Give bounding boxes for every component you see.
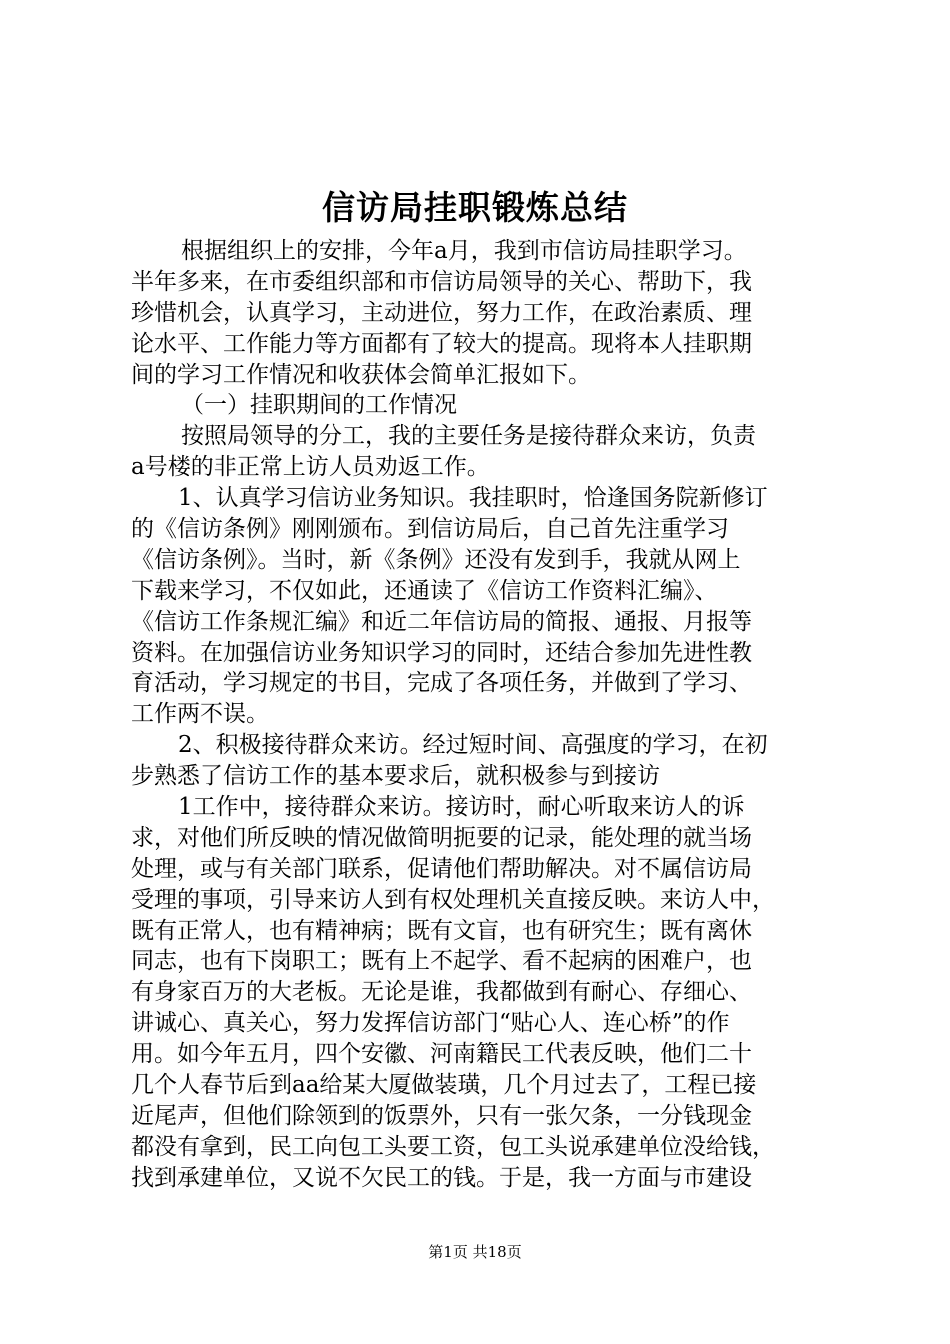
text-line: 论水平、工作能力等方面都有了较大的提高。现将本人挂职期 (131, 330, 752, 357)
text-line: 工作两不误。 (131, 701, 269, 728)
text-line: 2、积极接待群众来访。经过短时间、高强度的学习，在初 (178, 732, 768, 759)
text-line: 既有正常人，也有精神病；既有文盲，也有研究生；既有离休 (131, 917, 752, 944)
text-line: 《信访工作条规汇编》和近二年信访局的简报、通报、月报等 (131, 608, 752, 635)
text-line: 根据组织上的安排，今年a月，我到市信访局挂职学习。 (181, 238, 747, 264)
document-body (131, 236, 831, 1194)
page-footer: 第1页 共18页 (428, 1243, 522, 1261)
text-line: 找到承建单位，又说不欠民工的钱。于是，我一方面与市建设 (131, 1164, 752, 1191)
text-line: 珍惜机会，认真学习，主动进位，努力工作，在政治素质、理 (131, 299, 752, 326)
text-line: a号楼的非正常上访人员劝返工作。 (131, 454, 490, 481)
text-line: 育活动，学习规定的书目，完成了各项任务，并做到了学习、 (131, 670, 752, 697)
text-line: 同志，也有下岗职工；既有上不起学、看不起病的困难户，也 (131, 948, 752, 975)
text-line: 用。如今年五月，四个安徽、河南籍民工代表反映，他们二十 (131, 1041, 752, 1068)
text-line: 有身家百万的大老板。无论是谁，我都做到有耐心、存细心、 (131, 979, 752, 1006)
text-line: 资料。在加强信访业务知识学习的同时，还结合参加先进性教 (131, 639, 752, 666)
text-line: 1工作中，接待群众来访。接访时，耐心听取来访人的诉 (178, 794, 745, 821)
text-line: 步熟悉了信访工作的基本要求后，就积极参与到接访 (131, 763, 660, 790)
text-line: 间的学习工作情况和收获体会简单汇报如下。 (131, 361, 591, 388)
text-line: 《信访条例》。当时，新《条例》还没有发到手，我就从网上 (131, 546, 741, 573)
text-line: 按照局领导的分工，我的主要任务是接待群众来访，负责 (181, 423, 756, 450)
text-line: 下载来学习，不仅如此，还通读了《信访工作资料汇编》、 (131, 577, 718, 604)
text-line: 受理的事项，引导来访人到有权处理机关直接反映。来访人中， (131, 886, 775, 913)
section-heading: （一）挂职期间的工作情况 (181, 392, 457, 419)
text-line: 处理，或与有关部门联系，促请他们帮助解决。对不属信访局 (131, 855, 752, 882)
text-line: 几个人春节后到aa给某大厦做装璜，几个月过去了，工程已接 (131, 1072, 757, 1099)
text-line: 半年多来，在市委组织部和市信访局领导的关心、帮助下，我 (131, 268, 752, 295)
page-title: 信访局挂职锻炼总结 (322, 188, 628, 227)
text-line: 讲诚心、真关心，努力发挥信访部门“贴心人、连心桥”的作 (131, 1010, 730, 1037)
text-line: 1、认真学习信访业务知识。我挂职时，恰逢国务院新修订 (178, 485, 768, 512)
text-line: 的《信访条例》刚刚颁布。到信访局后，自己首先注重学习 (131, 516, 729, 543)
text-line: 求，对他们所反映的情况做简明扼要的记录，能处理的就当场 (131, 824, 752, 851)
text-line: 都没有拿到，民工向包工头要工资，包工头说承建单位没给钱， (131, 1133, 775, 1160)
text-line: 近尾声，但他们除领到的饭票外，只有一张欠条，一分钱现金 (131, 1102, 752, 1129)
